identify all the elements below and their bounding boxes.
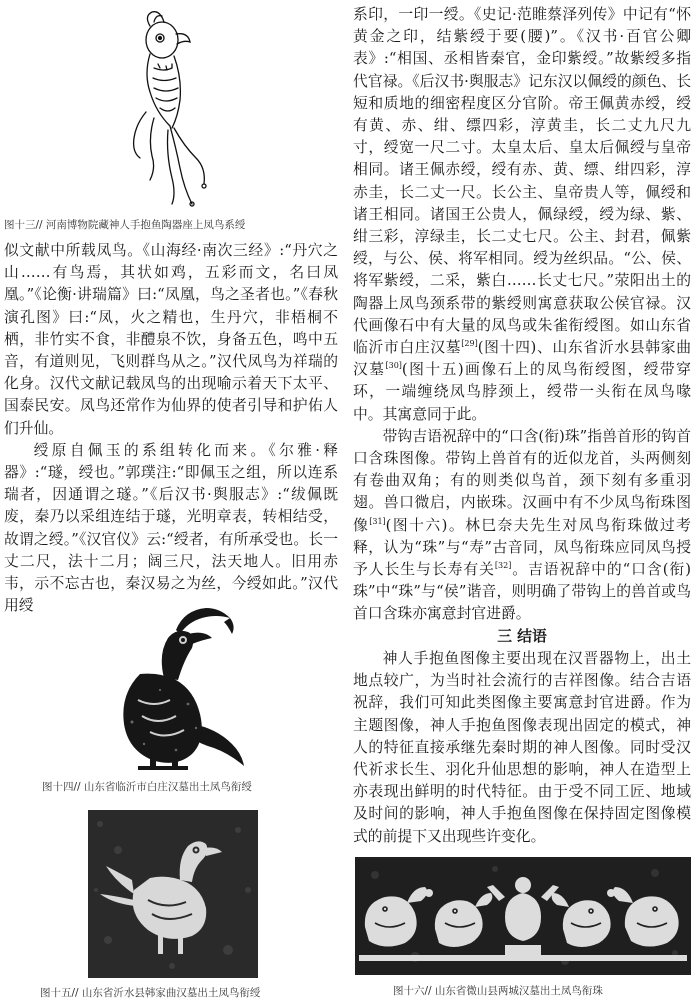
left-body-text — [4, 240, 338, 617]
figure-16-phoenix-pearl-frieze — [355, 857, 691, 975]
footnote-ref-30[interactable]: [30] — [385, 361, 402, 371]
left-column — [0, 0, 343, 1001]
figure-13-phoenix-drawing — [120, 8, 230, 208]
footnote-ref-29[interactable]: [29] — [461, 339, 478, 349]
figure-14-phoenix-ribbon-rubbing — [80, 604, 260, 774]
text-run: (图十六)。林巳奈夫先生对凤鸟衔珠做过考释，认为“珠”与“寿”古音同，凤鸟衔珠应同凤鸟授予人长生与长寿有关 — [353, 516, 691, 579]
figure-14-caption: 图十四// 山东省临沂市白庄汉墓出土凤鸟衔绶 — [42, 781, 252, 793]
paragraph-phoenix-texts: 似文献中所载凤鸟。《山海经·南次三经》:“丹穴之山……有鸟焉，其状如鸡，五彩而文，名曰凤凰。”《论衡·讲瑞篇》曰:“凤凰，鸟之圣者也。”《春秋演孔图》曰:“凤，火之精也，生丹穴，非梧桐不栖，非竹实不食，非醴泉不饮，身备五色，鸣中五音，有道则见，飞则群鸟从之。”汉代凤鸟为祥瑞的化身。汉代文献记载凤鸟的出现喻示着天下太平、国泰民安。凤鸟还常作为仙界的使者引导和护佑人们升仙。 — [4, 242, 338, 437]
text-run: 系印，一印一绶。《史记·范睢蔡泽列传》中记有“怀黄金之印，结紫绶于要(腰)”。《汉书·百官公卿表》:“相国、丞相皆秦官，金印紫绶。”故紫绶多指代官禄。《后汉书·舆服志》记东汉以佩绶的颜色、长短和质地的细密程度区分官阶。帝王佩黄赤绶，绶有黄、赤、绀、缥四彩，淳黄圭，长二丈九尺九寸，绶宽一尺二寸。太皇太后、皇太后佩绶与皇帝相同。诸王佩赤绶，绶有赤、黄、缥、绀四彩，淳赤圭，长二丈一尺。长公主、皇帝贵人等，佩绶和诸王相同。诸国王公贵人，佩绿绶，绶为绿、紫、绀三彩，淳绿圭，长二丈七尺。公主、封君，佩紫绶，与公、侯、将军相同。绶为丝织品。“公、侯、将军紫绶，二采，紫白……长丈七尺。”荥阳出土的陶器上凤鸟颈系带的紫绶则寓意获取公侯官禄。汉代画像石中有大量的凤鸟或朱雀衔绶图。如山东省临沂市白庄汉墓 — [353, 6, 691, 357]
figure-15-caption: 图十五// 山东省沂水县韩家曲汉墓出土凤鸟衔绶 — [40, 987, 261, 999]
paragraph-conclusion: 神人手抱鱼图像主要出现在汉晋器物上，出土地点较广，为当时社会流行的吉祥图像。结合吉语祝辞，我们可知此类图像主要寓意封官进爵。作为主题图像，神人手抱鱼图像表现出固定的模式，神人的特征直接承继先秦时期的神人图像。同时受汉代祈求长生、羽化升仙思想的影响，神人在造型上亦表现出鲜明的时代特征。由于受不同工匠、地域及时间的影响，神人手抱鱼图像在保持固定图像模式的前提下又出现些许变化。 — [353, 649, 691, 845]
figure-13-caption: 图十三// 河南博物院藏神人手抱鱼陶器座上凤鸟系绶 — [4, 219, 246, 231]
right-body-text — [353, 4, 691, 848]
footnote-ref-32[interactable]: [32] — [494, 561, 512, 571]
paragraph-hook-pearl — [353, 426, 691, 626]
figure-15-phoenix-ribbon-rubbing — [88, 810, 258, 978]
paragraph-ribbon-origin: 绶原自佩玉的系组转化而来。《尔雅·释器》:“璲，绶也。”郭璞注:“即佩玉之组，所以连系瑞者，因通谓之璲。”《后汉书·舆服志》:“绂佩既废，秦乃以采组连结于璲，光明章表，转相结受，故谓之绶。”《汉官仪》云:“绶者，有所承受也。长一丈二尺，法十二月；阔三尺，法天地人。旧用赤韦，示不忘古也，秦汉易之为丝，今绶如此。”汉代用绶 — [4, 441, 338, 615]
right-column — [353, 0, 694, 1001]
text-run: 带钩吉语祝辞中的“口含(衔)珠”指兽首形的钩首口含珠图像。带钩上兽首有的近似龙首，头两侧刻有卷曲双角；有的则类似鸟首，颈下刻有多重羽翅。兽口微启，内嵌珠。汉画中有不少凤鸟衔珠图像 — [353, 427, 691, 534]
footnote-ref-31[interactable]: [31] — [369, 516, 386, 526]
text-run: 。吉语祝辞中的“口含(衔)珠”中“珠”与“侯”谐音，则明确了带钩上的兽首或鸟首口含珠亦寓意封官进爵。 — [353, 561, 691, 623]
section-heading-conclusion: 三 结语 — [497, 627, 547, 645]
text-run: (图十四)、山东省沂水县韩家曲汉墓 — [353, 339, 691, 379]
figure-16-caption: 图十六// 山东省微山县两城汉墓出土凤鸟衔珠 — [393, 985, 603, 997]
text-run: (图十五)画像石上的凤鸟衔绶图，绶带穿环，一端缠绕凤鸟脖颈上，绶带一头衔在凤鸟喙中。其寓意同于此。 — [353, 361, 691, 423]
paragraph-ribbon-rank — [353, 4, 691, 426]
